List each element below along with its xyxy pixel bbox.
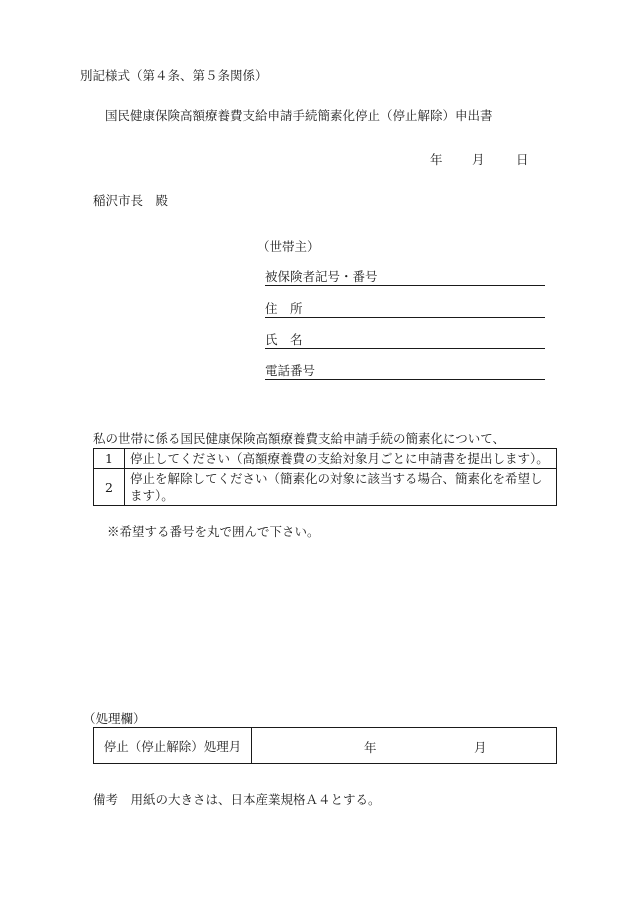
date-line	[430, 150, 529, 168]
option-text-1: 停止してください（高額療養費の支給対象月ごとに申請書を提出します）。	[125, 449, 557, 469]
processing-section-label: （処理欄）	[83, 711, 146, 726]
phone-field[interactable]	[265, 361, 545, 380]
processing-month-label: 月	[474, 740, 487, 755]
processing-year-label: 年	[364, 740, 377, 755]
processing-month-header: 停止（停止解除）処理月	[94, 728, 252, 764]
addressee: 稲沢市長 殿	[93, 193, 169, 208]
processing-table	[93, 727, 557, 764]
date-day-label: 日	[516, 152, 529, 167]
selection-note: ※希望する番号を丸で囲んで下さい。	[107, 524, 320, 539]
option-table	[93, 448, 557, 506]
insured-number-label: 被保険者記号・番号	[265, 269, 378, 284]
phone-label: 電話番号	[265, 363, 316, 378]
processing-month-value[interactable]	[252, 728, 557, 764]
document-title: 国民健康保険高額療養費支給申請手続簡素化停止（停止解除）申出書	[105, 108, 493, 123]
name-label: 氏 名	[265, 332, 303, 347]
option-row-2[interactable]	[94, 469, 557, 506]
name-field[interactable]	[265, 330, 545, 349]
insured-number-field[interactable]	[265, 267, 545, 286]
address-label: 住 所	[265, 301, 303, 316]
intro-text: 私の世帯に係る国民健康保険高額療養費支給申請手続の簡素化について、	[93, 431, 506, 446]
option-text-2: 停止を解除してください（簡素化の対象に該当する場合、簡素化を希望します）。	[125, 469, 557, 506]
date-month-label: 月	[472, 152, 485, 167]
form-reference: 別記様式（第４条、第５条関係）	[80, 68, 268, 83]
remarks: 備考 用紙の大きさは、日本産業規格Ａ４とする。	[93, 792, 381, 807]
option-number-2[interactable]: 2	[94, 469, 125, 506]
household-head-label: （世帯主）	[257, 239, 320, 254]
date-year-label: 年	[430, 152, 443, 167]
option-row-1[interactable]	[94, 449, 557, 469]
address-field[interactable]	[265, 299, 545, 318]
option-number-1[interactable]: 1	[94, 449, 125, 469]
